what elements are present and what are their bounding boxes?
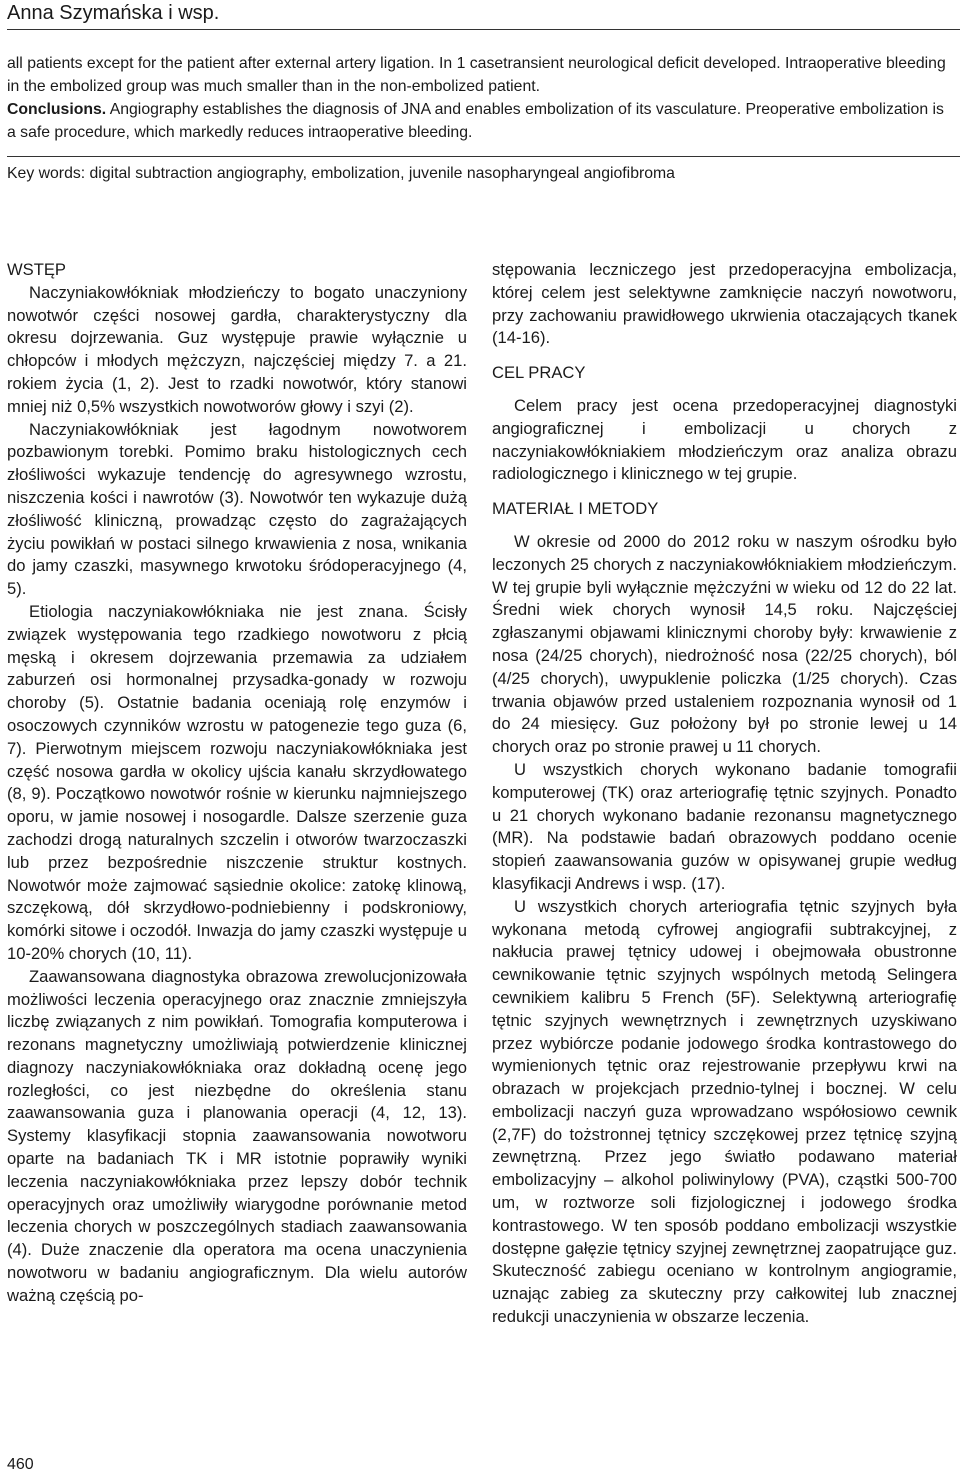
paragraph: U wszystkich chorych wykonano badanie tomografii komputerowej (TK) oraz arteriografię tętnic szyjnych. Ponadto u 21 chorych wykonano badanie rezonansu magnetycznego (MR). Na podstawie badań obrazowych poddano ocenie stopień zaawansowania guzów w opisywanej grupie według klasyfikacji Andrews i wsp. (17). [492, 759, 957, 893]
section-heading-cel-pracy: CEL PRACY [492, 363, 586, 383]
paragraph: Etiologia naczyniakowłókniaka nie jest znana. Ścisły związek występowania tego rzadkiego nowotworu z płcią męską i okresem dojrzewania przemawia za udziałem zaburzeń osi hormonalnej przysadka-gonady w rozwoju choroby (5). Ostatnie badania oceniają rolę enzymów i osoczowych czynników wzrostu w patogenezie tego guza (6, 7). Pierwotnym miejscem rozwoju naczyniakowłókniaka jest część nosowa gardła w okolicy ujścia kanału skrzydłowatego (8, 9). Początkowo nowotwór rośnie w kierunku najmniejszego oporu, w jamie nosowej i nosogardle. Dalsze szerzenie guza zachodzi drogą naturalnych szczelin i otworów twarzoczaszki lub przez bezpośrednie niszczenie struktur kostnych. Nowotwór może zajmować sąsiednie okolice: zatokę klinową, szczękową, dół skrzydłowo-podniebienny i podskroniowy, komórki sitowe i oczodół. Inwazja do jamy czaszki występuje u 10-20% chorych (10, 11). [7, 601, 467, 963]
abstract-results-text: all patients except for the patient after external artery ligation. In 1 casetransient neurological deficit developed. Intraoperative bleeding in the embolized group was much smaller than in the non-embolized patient. [7, 55, 946, 95]
page-number: 460 [7, 1456, 34, 1473]
paragraph: U wszystkich chorych arteriografia tętnic szyjnych była wykonana metodą cyfrowej angiografii subtrakcyjnej, z nakłucia prawej tętnicy udowej i obejmowała obustronne cewnikowanie tętnic szyjnych wspólnych metodą Selingera cewnikiem kalibru 5 French (5F). Selektywną arteriografię tętnic szyjnych wewnętrznych i zewnętrznych uzyskiwano przez wybiórcze podanie jodowego środka kontrastowego do wymienionych tętnic oraz rejestrowanie przepływu krwi na obrazach w projekcjach przednio-tylnej i bocznej. W celu embolizacji naczyń guza wprowadzano współosiowo cewnik (2,7F) do tożstronnej tętnicy szczękowej przez tętnicę szyjną zewnętrzną. Przez jego światło podawano materiał embolizacyjny – alkohol poliwinylowy (PVA), cząstki 500-700 um, w roztworze soli fizjologicznej i jodowego środka kontrastowego. W ten sposób poddano embolizacji wszystkie dostępne gałęzie tętnicy szyjnej zewnętrznej zaopatrujące guz. Skuteczność zabiegu oceniano w kontrolnym angiogramie, uznając zabieg za skuteczny przy całkowitej lub znacznej redukcji unaczynienia w obszarze leczenia. [492, 896, 957, 1327]
paragraph: Naczyniakowłókniak młodzieńczy to bogato unaczyniony nowotwór części nosowej gardła, charakterystyczny dla okresu dojrzewania. Guz występuje prawie wyłącznie u chłopców i młodych mężczyzn, najczęściej między 7. a 21. rokiem życia (1, 2). Jest to rzadki nowotwór, który stanowi mniej niż 0,5% wszystkich nowotworów głowy i szyi (2). [7, 282, 467, 416]
paragraph: Naczyniakowłókniak jest łagodnym nowotworem pozbawionym torebki. Pomimo braku histologicznych cech złośliwości wykazuje tendencję do agresywnego wzrostu, niszczenia kości i nawrotów (3). Nowotwór ten wykazuje dużą złośliwość kliniczną, prowadząc często do zagrażających życiu powikłań w postaci silnego krwawienia z nosa, wnikania do jamy czaszki, masywnego krwotoku śródoperacyjnego (4, 5). [7, 419, 467, 599]
conclusions-text: Angiography establishes the diagnosis of JNA and enables embolization of its vasculature. Preoperative embolization is a safe procedure, which markedly reduces intraoperative bleeding. [7, 101, 944, 141]
paragraph: Celem pracy jest ocena przedoperacyjnej diagnostyki angiograficznej i embolizacji u chorych z naczyniakowłókniakiem młodzieńczym oraz analiza obrazu radiologicznego i klinicznego w tej grupie. [492, 395, 957, 484]
section-heading-material-i-metody: MATERIAŁ I METODY [492, 499, 659, 519]
section-heading-wstep: WSTĘP [7, 260, 67, 279]
paragraph-continued: stępowania leczniczego jest przedoperacyjna embolizacja, której celem jest selektywne zamknięcie naczyń nowotworu, przy zachowaniu prawidłowego ukrwienia otaczających tkanek (14-16). [492, 260, 957, 348]
abstract-block [7, 52, 957, 144]
left-column [7, 259, 467, 1308]
running-title: Anna Szymańska i wsp. [7, 2, 220, 24]
paragraph: Zaawansowana diagnostyka obrazowa zrewolucjonizowała możliwości leczenia operacyjnego oraz znacznie zmniejszyła liczbę związanych z nim powikłań. Tomografia komputerowa i rezonans magnetyczny umożliwiają potwierdzenie klinicznej diagnozy naczyniakowłókniaka oraz dokładną ocenę jego rozległości, co jest niezbędne do określenia stanu zaawansowania guza i planowania operacji (4, 12, 13). Systemy klasyfikacji stopnia zaawansowania nowotworu oparte na badaniach TK i MR istotnie poprawiły wyniki leczenia naczyniakowłókniaka przez lepszy dobór technik operacyjnych oraz umożliwiły wiarygodne porównanie metod leczenia chorych w poszczególnych stadiach zaawansowania (4). Duże znaczenie dla operatora ma ocena unaczynienia nowotworu w badaniu angiograficznym. Dla wielu autorów ważną częścią po- [7, 966, 467, 1305]
conclusions-label: Conclusions. [7, 101, 107, 118]
paragraph: W okresie od 2000 do 2012 roku w naszym ośrodku było leczonych 25 chorych z naczyniakowłókniakiem młodzieńczym. W tej grupie byli wyłącznie mężczyźni w wieku od 12 do 22 lat. Średni wiek chorych wynosił 14,5 roku. Najczęściej zgłaszanymi objawami klinicznymi choroby były: krwawienie z nosa (24/25 chorych), niedrożność nosa (22/25 chorych), ból (4/25 chorych), uwypuklenie policzka (1/25 chorych). Czas trwania objawów przed ustaleniem rozpoznania wynosił od 1 do 24 miesięcy. Guz położony był po stronie lewej u 14 chorych oraz po stronie prawej u 11 chorych. [492, 531, 957, 757]
header-divider [7, 29, 960, 30]
abstract-conclusions [7, 98, 957, 144]
right-column [492, 259, 957, 1329]
keywords-line: Key words: digital subtraction angiography, embolization, juvenile nasopharyngeal angiofibroma [7, 165, 675, 182]
running-header [7, 0, 953, 28]
keywords-divider [7, 156, 960, 157]
